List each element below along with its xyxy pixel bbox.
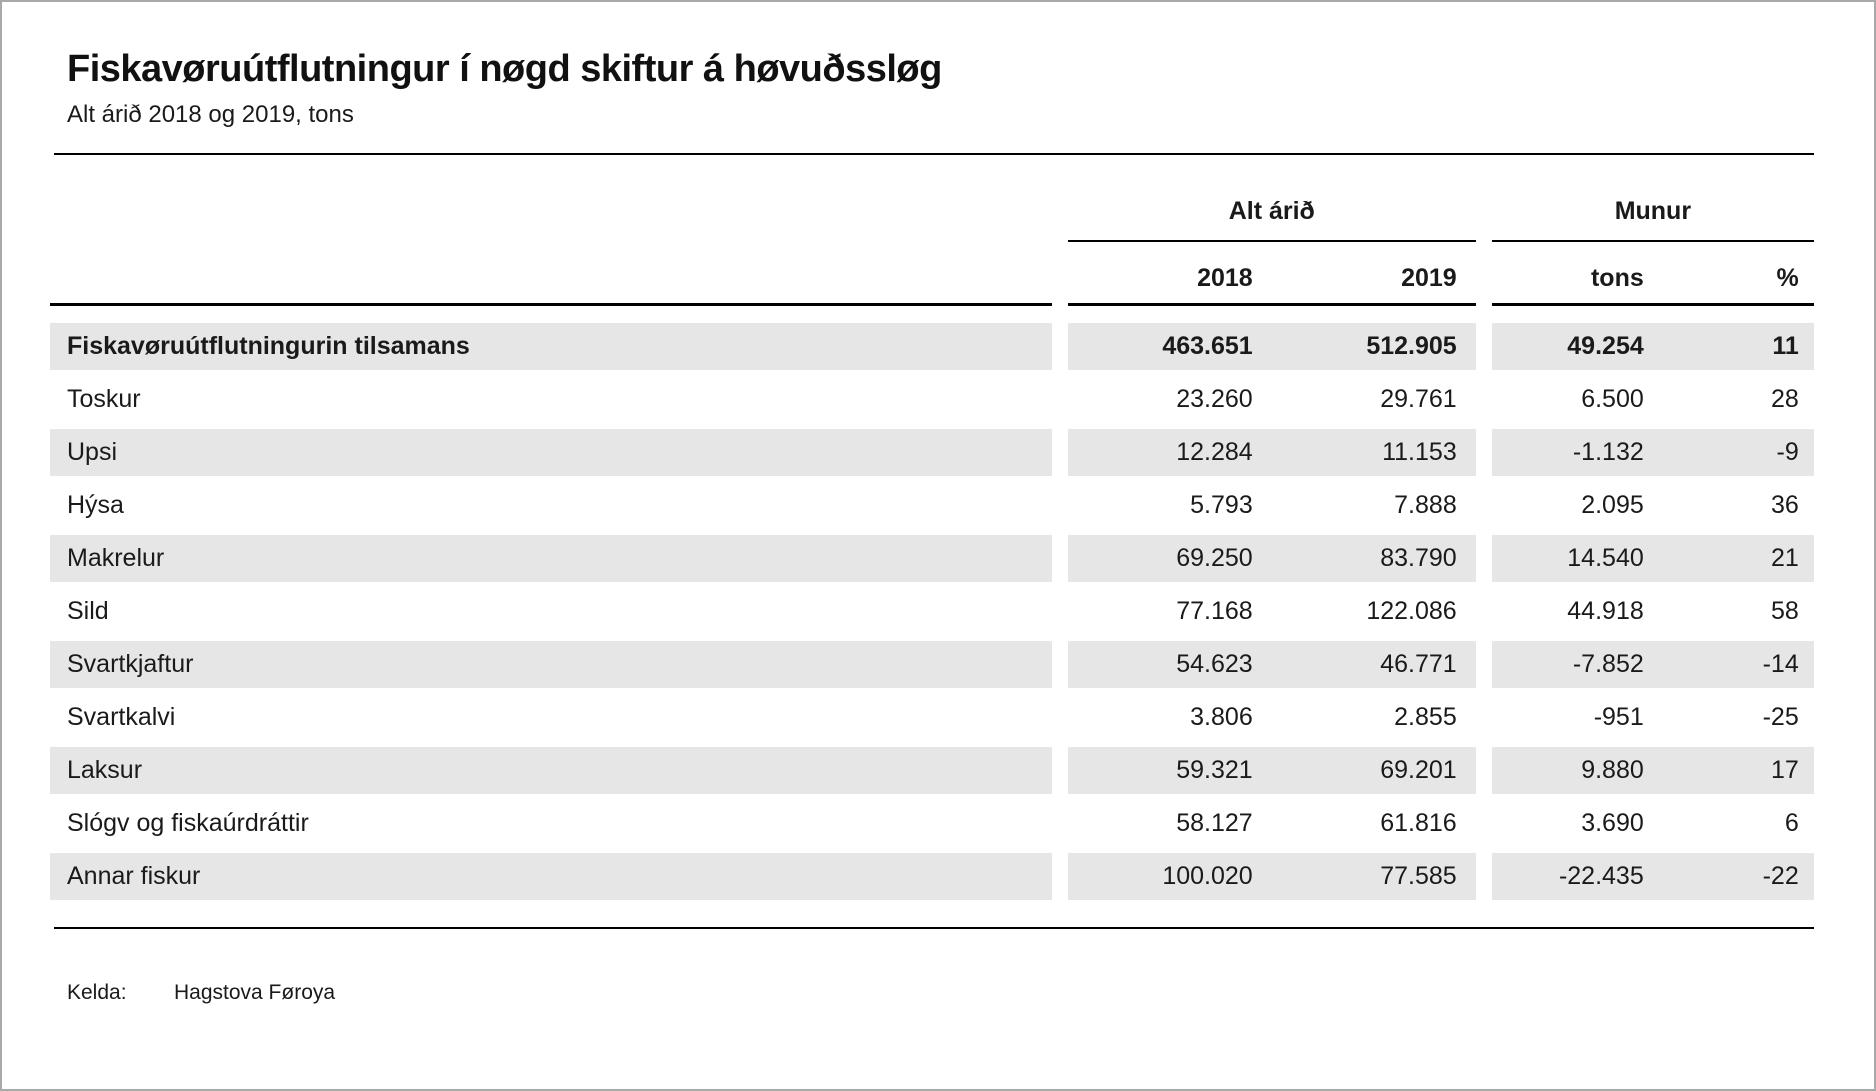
value-munur-tons: -1.132 <box>1572 438 1644 466</box>
col-header-tons: tons <box>1590 264 1644 292</box>
value-2019: 77.585 <box>1380 862 1457 890</box>
value-2018: 100.020 <box>1162 862 1253 890</box>
table-group-header-row <box>50 155 1814 242</box>
col-header-2019: 2019 <box>1401 264 1457 292</box>
value-munur-tons: -7.852 <box>1572 650 1644 678</box>
row-label: Laksur <box>50 747 1052 794</box>
value-munur-tons: 49.254 <box>1567 332 1644 360</box>
value-munur-percent: 36 <box>1770 491 1799 519</box>
table-row <box>50 426 1814 479</box>
value-munur-tons: 14.540 <box>1567 544 1644 572</box>
value-2019: 83.790 <box>1380 544 1457 572</box>
group-header-munur: Munur <box>1492 155 1814 242</box>
value-munur-tons: 44.918 <box>1567 597 1644 625</box>
group-header-spacer <box>50 155 1052 242</box>
value-munur-percent: 58 <box>1770 597 1799 625</box>
row-label: Hýsa <box>67 491 124 519</box>
row-label: Svartkjaftur <box>50 641 1052 688</box>
col-header-2018: 2018 <box>1197 264 1253 292</box>
value-2019: 7.888 <box>1394 491 1457 519</box>
row-label: Slógv og fiskaúrdráttir <box>67 809 309 837</box>
value-munur-percent: 28 <box>1770 385 1799 413</box>
source-label: Kelda: <box>67 981 127 1004</box>
row-label: Sild <box>67 597 109 625</box>
value-munur-tons: 3.690 <box>1581 809 1644 837</box>
row-label: Annar fiskur <box>50 853 1052 900</box>
row-label: Upsi <box>50 429 1052 476</box>
value-2019: 2.855 <box>1394 703 1457 731</box>
value-munur-percent: 6 <box>1784 809 1799 837</box>
value-munur-percent: -25 <box>1762 703 1799 731</box>
value-2019: 61.816 <box>1380 809 1457 837</box>
table-body <box>50 320 1814 903</box>
bottom-divider <box>54 927 1814 929</box>
table-row <box>50 585 1814 638</box>
value-2019: 69.201 <box>1380 756 1457 784</box>
value-2018: 23.260 <box>1176 385 1253 413</box>
value-munur-percent: 21 <box>1770 544 1799 572</box>
value-2019: 512.905 <box>1366 332 1457 360</box>
value-munur-tons: 9.880 <box>1581 756 1644 784</box>
value-munur-tons: -22.435 <box>1558 862 1644 890</box>
table-row <box>50 691 1814 744</box>
value-2018: 77.168 <box>1176 597 1253 625</box>
value-munur-percent: -22 <box>1762 862 1799 890</box>
table-row <box>50 373 1814 426</box>
value-2018: 5.793 <box>1190 491 1253 519</box>
value-munur-percent: -9 <box>1776 438 1799 466</box>
value-munur-tons: -951 <box>1593 703 1644 731</box>
table-row <box>50 638 1814 691</box>
row-label: Toskur <box>67 385 141 413</box>
table-row <box>50 532 1814 585</box>
table-row <box>50 320 1814 373</box>
value-munur-percent: -14 <box>1762 650 1799 678</box>
group-header-alt-arid: Alt árið <box>1068 155 1476 242</box>
row-label: Fiskavøruútflutningurin tilsamans <box>50 323 1052 370</box>
row-label: Makrelur <box>50 535 1052 582</box>
column-header-spacer <box>50 242 1052 306</box>
value-munur-percent: 11 <box>1772 332 1799 360</box>
col-header-percent: % <box>1776 264 1799 292</box>
value-munur-percent: 17 <box>1770 756 1799 784</box>
value-2018: 69.250 <box>1176 544 1253 572</box>
value-2019: 46.771 <box>1380 650 1457 678</box>
table-row <box>50 797 1814 850</box>
value-2019: 11.153 <box>1382 438 1457 466</box>
value-2019: 29.761 <box>1380 385 1457 413</box>
value-2018: 12.284 <box>1176 438 1253 466</box>
table-column-header-row <box>50 242 1814 306</box>
source-row <box>67 981 1814 1005</box>
table-row <box>50 850 1814 903</box>
value-2018: 463.651 <box>1162 332 1253 360</box>
table-row <box>50 744 1814 797</box>
row-label: Svartkalvi <box>67 703 176 731</box>
value-2018: 58.127 <box>1176 809 1253 837</box>
value-munur-tons: 2.095 <box>1581 491 1644 519</box>
page-title: Fiskavøruútflutningur í nøgd skiftur á høvuðssløg <box>67 48 942 90</box>
value-2018: 59.321 <box>1176 756 1253 784</box>
value-2018: 3.806 <box>1190 703 1253 731</box>
source-name: Hagstova Føroya <box>174 981 336 1004</box>
page-subtitle: Alt árið 2018 og 2019, tons <box>67 101 354 128</box>
value-2018: 54.623 <box>1176 650 1253 678</box>
value-2019: 122.086 <box>1366 597 1457 625</box>
table-row <box>50 479 1814 532</box>
value-munur-tons: 6.500 <box>1581 385 1644 413</box>
